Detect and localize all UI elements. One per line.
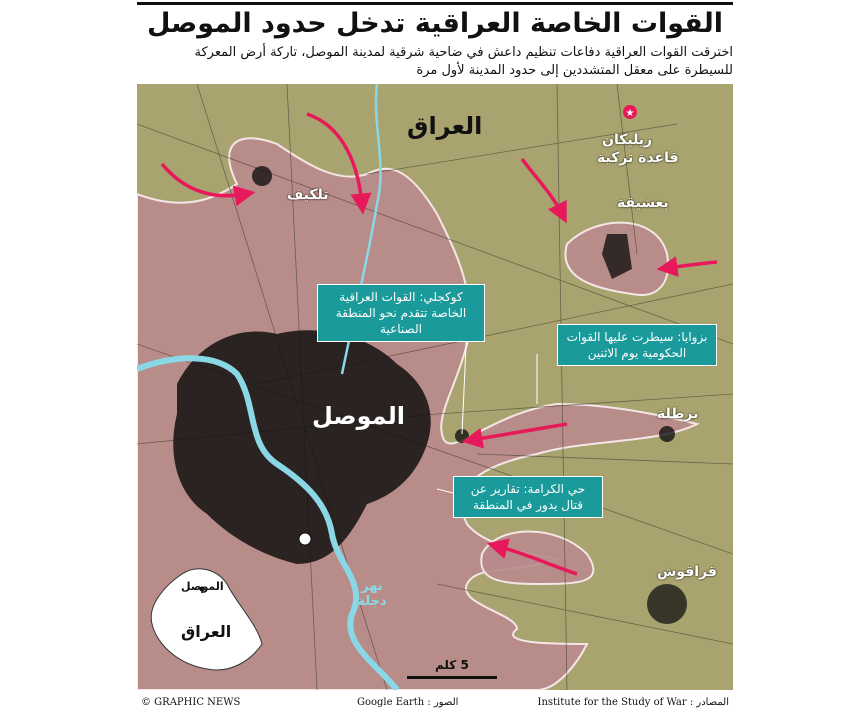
subtitle-line-1: اخترقت القوات العراقية دفاعات تنظيم داعش في ضاحية شرقية لمدينة الموصل، تاركة أرض المعركة — [194, 45, 733, 60]
map — [137, 84, 733, 690]
map-canvas — [137, 84, 733, 690]
compass-icon — [299, 533, 311, 545]
inset-label-mosul: الموصل — [181, 580, 224, 593]
callout-bazwaya: بزوايا: سيطرت عليها القوات الحكومية يوم الاثنين — [557, 324, 717, 366]
scale-bar — [407, 676, 497, 679]
inset-label-iraq: العراق — [181, 622, 232, 641]
label-bashiqa: بعشيقة — [617, 195, 669, 211]
callout-gogjali: كوكجلي: القوات العراقية الخاصة تتقدم نحو المنطقة الصناعية — [317, 284, 485, 342]
scale-label: 5 كلم — [435, 658, 469, 672]
label-zilkan: زيليكان — [602, 132, 653, 148]
subtitle — [137, 44, 733, 80]
subtitle-line-2: للسيطرة على معقل المتشددين إلى حدود المدينة لأول مرة — [416, 63, 733, 78]
page-title: القوات الخاصة العراقية تدخل حدود الموصل — [147, 8, 723, 39]
footer — [137, 694, 733, 714]
footer-source: المصادر : Institute for the Study of War — [537, 697, 729, 708]
label-telkaif: تلكيف — [287, 187, 329, 203]
star-icon: ★ — [625, 108, 635, 119]
label-qaraqosh: قراقوش — [657, 564, 717, 580]
label-zilkan-sub: قاعدة تركية — [597, 150, 679, 166]
label-iraq: العراق — [407, 112, 483, 140]
footer-credit: © GRAPHIC NEWS — [141, 697, 241, 708]
callout-karama: حي الكرامة: تقارير عن قتال يدور في المنطقة — [453, 476, 603, 518]
label-mosul: الموصل — [312, 402, 405, 430]
telkaif-town — [252, 166, 272, 186]
top-rule — [137, 2, 733, 5]
footer-images: الصور : Google Earth — [357, 697, 459, 708]
qaraqosh-town — [647, 584, 687, 624]
bartella-town — [659, 426, 675, 442]
label-bartella: برطلة — [657, 406, 699, 422]
label-tigris: نهر دجلة — [357, 579, 387, 609]
